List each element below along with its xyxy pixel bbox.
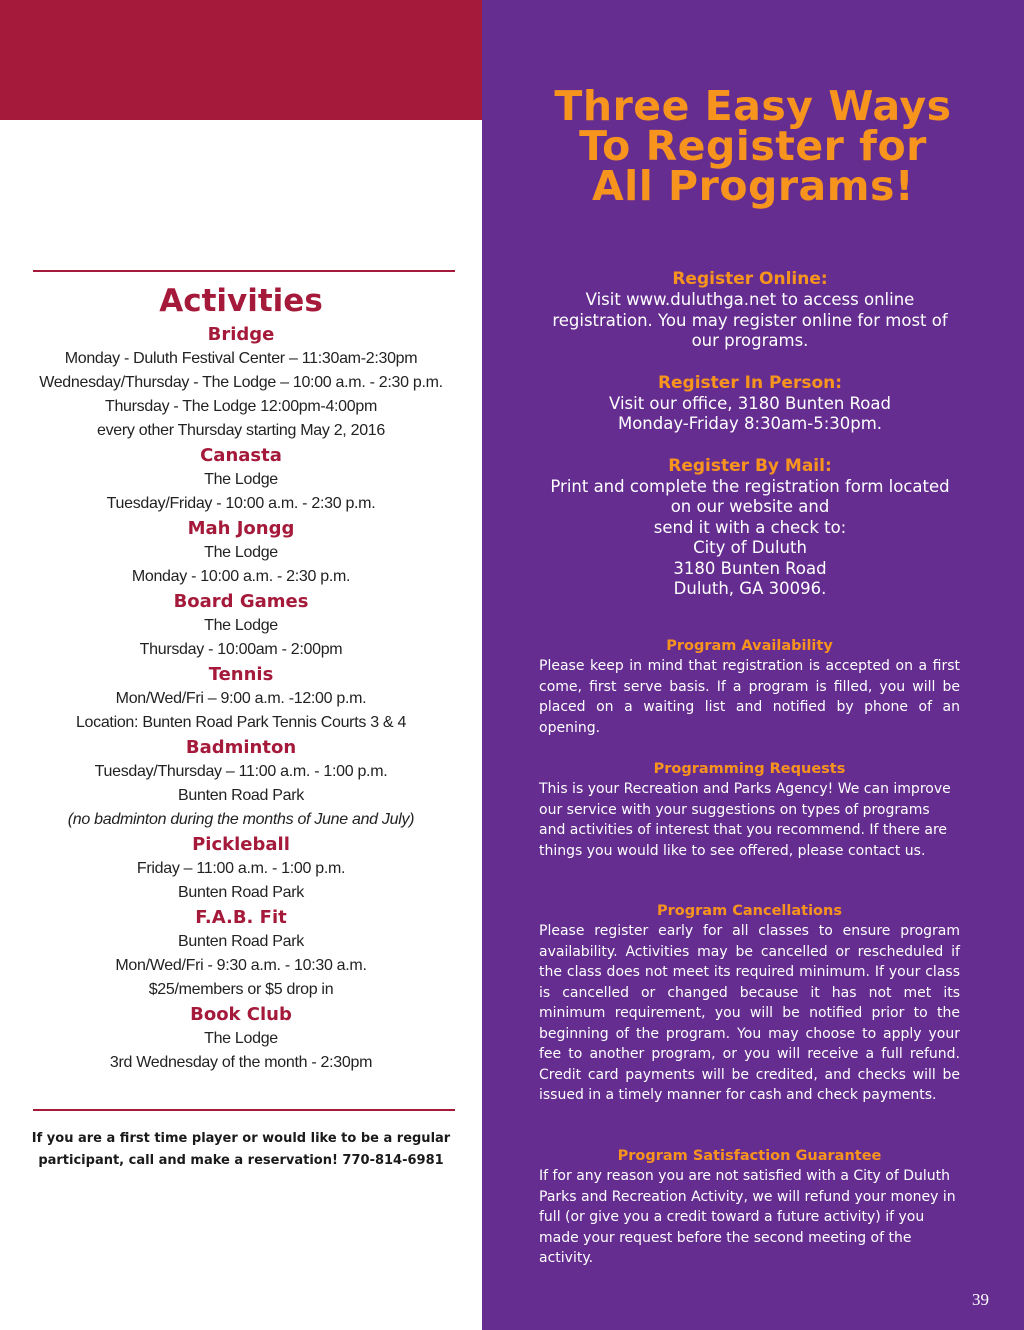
activity-title: Tennis [208, 664, 274, 685]
divider-top [33, 270, 455, 272]
activity-line: The Lodge [204, 544, 278, 561]
activity-bridge [20, 322, 462, 443]
page-title-line: To Register for [579, 122, 927, 170]
page-title-line: All Programs! [591, 162, 915, 210]
register-in-person-line: Visit our office, 3180 Bunten Road [609, 393, 891, 413]
reservation-note-line: If you are a first time player or would like to be a regular [31, 1131, 451, 1146]
activity-board-games [20, 589, 462, 662]
programming-requests [539, 759, 960, 861]
activity-line: Bunten Road Park [178, 787, 304, 804]
header-band [0, 0, 482, 120]
activity-line: Bunten Road Park [178, 884, 304, 901]
program-satisfaction-guarantee [539, 1146, 960, 1269]
activity-line: Location: Bunten Road Park Tennis Courts 3 & 4 [75, 714, 407, 731]
program-availability-body: Please keep in mind that registration is accepted on a first come, first serve basis. If a program is filled, you will be placed on a waiting list and notified by phone of an opening. [539, 658, 960, 736]
activity-title: Badminton [185, 737, 297, 758]
activity-line: Thursday - 10:00am - 2:00pm [139, 641, 343, 658]
activity-line: Monday - 10:00 a.m. - 2:30 p.m. [131, 568, 351, 585]
program-cancellations-body: Please register early for all classes to ensure program availability. Activities may be cancelled or rescheduled if the class does not meet its required minimum. If your class is cancelled or changed because it has not met its minimum requirement, you will be notified prior to the beginning of the program. You may choose to apply your fee to another program, or you will receive a full refund. Credit card payments will be credited, and checks will be issued in a timely manner for cash and check payments. [539, 923, 960, 1103]
activity-title: Mah Jongg [187, 518, 295, 539]
program-availability-title: Program Availability [666, 638, 833, 654]
activity-line: Friday – 11:00 a.m. - 1:00 p.m. [136, 860, 346, 877]
register-by-mail-line: Print and complete the registration form located [550, 476, 950, 496]
programming-requests-body: This is your Recreation and Parks Agency! We can improve our service with your suggestions on types of programs and activities of interest that you recommend. If there are things you would like to see offered, please contact us. [539, 781, 951, 859]
page-title [482, 82, 1024, 210]
register-in-person-title: Register In Person: [657, 372, 843, 393]
reservation-note [10, 1128, 472, 1172]
activity-title: Book Club [190, 1004, 292, 1025]
register-by-mail-line: on our website and [670, 497, 830, 516]
activity-line: Monday - Duluth Festival Center – 11:30am-2:30pm [64, 350, 418, 367]
register-online-title: Register Online: [672, 269, 828, 289]
activity-line: The Lodge [204, 1030, 278, 1047]
activity-title: Board Games [173, 591, 309, 612]
register-by-mail-line: 3180 Bunten Road [673, 558, 827, 578]
activity-line: $25/members or $5 drop in [148, 981, 334, 998]
register-online-line: our programs. [691, 331, 809, 350]
page-number: 39 [972, 1290, 989, 1309]
activity-line: 3rd Wednesday of the month - 2:30pm [109, 1054, 373, 1071]
activity-book-club [20, 1002, 462, 1075]
activity-line: Tuesday/Friday - 10:00 a.m. - 2:30 p.m. [106, 495, 376, 512]
register-online [530, 268, 970, 352]
activity-note: (no badminton during the months of June and July) [67, 811, 415, 828]
activity-line: Thursday - The Lodge 12:00pm-4:00pm [104, 398, 378, 415]
program-cancellations-title: Program Cancellations [657, 903, 842, 919]
activity-tennis [20, 662, 462, 735]
program-availability [539, 636, 960, 738]
activity-line: Mon/Wed/Fri – 9:00 a.m. -12:00 p.m. [115, 690, 367, 707]
register-online-line: Visit www.duluthga.net to access online [585, 290, 915, 309]
activity-line: Wednesday/Thursday - The Lodge – 10:00 a.m. - 2:30 p.m. [39, 374, 443, 391]
activity-line: every other Thursday starting May 2, 2016 [96, 422, 385, 439]
divider-bottom [33, 1109, 455, 1111]
activity-badminton [20, 735, 462, 832]
program-satisfaction-guarantee-body: If for any reason you are not satisfied with a City of Duluth Parks and Recreation Activity, we will refund your money in full (or give you a credit toward a future activity) if you made your request before the second meeting of the activity. [539, 1168, 956, 1266]
activity-title: F.A.B. Fit [195, 907, 287, 928]
page-title-line: Three Easy Ways [554, 82, 952, 130]
activity-line: The Lodge [204, 471, 278, 488]
register-by-mail-title: Register By Mail: [668, 455, 832, 476]
activities-section [20, 282, 462, 1075]
activity-fab-fit [20, 905, 462, 1002]
activity-title: Bridge [207, 324, 275, 345]
activity-pickleball [20, 832, 462, 905]
activity-mah-jongg [20, 516, 462, 589]
programming-requests-title: Programming Requests [653, 761, 846, 777]
reservation-note-line: participant, call and make a reservation! 770-814-6981 [38, 1153, 444, 1168]
register-by-mail-line: send it with a check to: [653, 517, 847, 537]
register-online-line: registration. You may register online for most of [552, 310, 948, 330]
program-satisfaction-guarantee-title: Program Satisfaction Guarantee [617, 1148, 882, 1164]
register-by-mail-line: Duluth, GA 30096. [673, 579, 827, 598]
registration-methods [530, 268, 970, 620]
activity-line: Mon/Wed/Fri - 9:30 a.m. - 10:30 a.m. [115, 957, 367, 974]
activity-line: The Lodge [204, 617, 278, 634]
activity-title: Canasta [200, 445, 282, 466]
activity-line: Bunten Road Park [178, 933, 304, 950]
register-by-mail [530, 455, 970, 600]
activity-line: Tuesday/Thursday – 11:00 a.m. - 1:00 p.m. [94, 763, 388, 780]
activity-canasta [20, 443, 462, 516]
activity-title: Pickleball [192, 834, 290, 855]
register-in-person-line: Monday-Friday 8:30am-5:30pm. [617, 414, 883, 433]
activities-heading: Activities [159, 283, 323, 319]
program-cancellations [539, 901, 960, 1106]
register-by-mail-line: City of Duluth [693, 538, 807, 557]
register-in-person [530, 372, 970, 435]
